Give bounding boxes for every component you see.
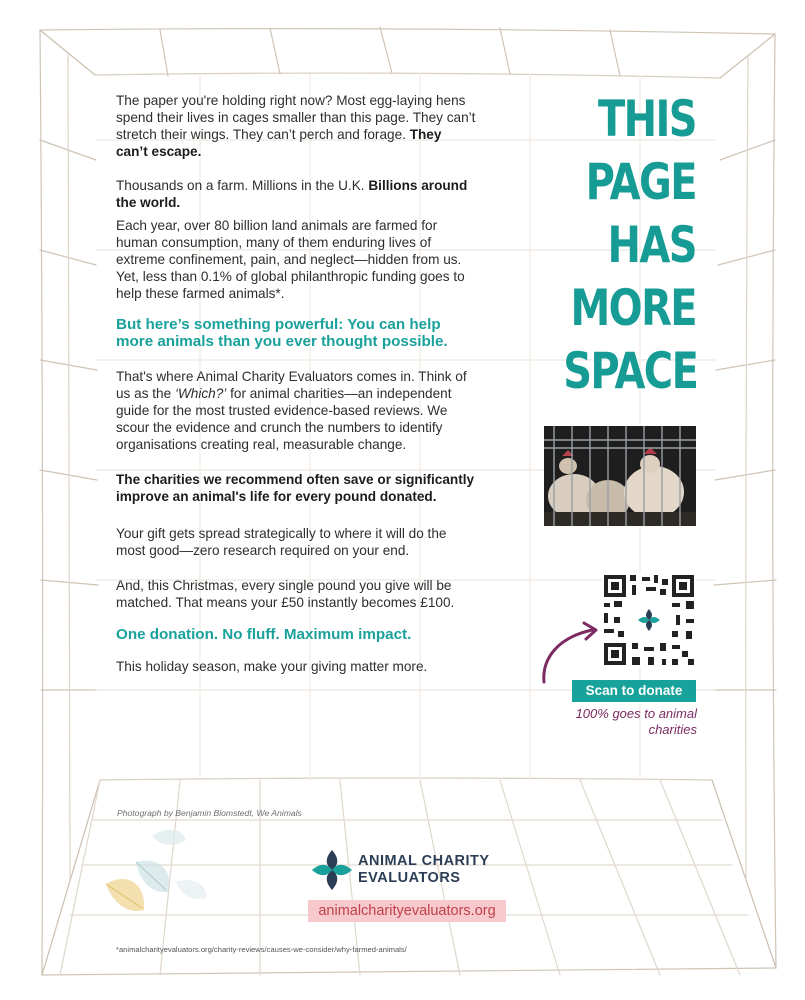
recommendation-paragraph: The charities we recommend often save or significantly improve an animal's life for every pound donated. xyxy=(116,472,475,504)
logo-line: EVALUATORS xyxy=(358,870,461,886)
scan-to-donate-label: Scan to donate xyxy=(572,680,696,702)
photo-credit: Photograph by Benjamin Blomstedt, We Animals xyxy=(117,808,302,818)
headline-line: THIS xyxy=(597,90,696,148)
logo-line: ANIMAL CHARITY xyxy=(358,853,490,869)
caged-hens-photo xyxy=(544,426,696,526)
headline xyxy=(563,88,696,403)
intro-paragraph: The paper you're holding right now? Most egg-laying hens spend their lives in cages smaller than this page. They can’t stretch their wings. They can’t perch and forage. They can’t escape. xyxy=(116,93,476,159)
headline-line: HAS xyxy=(607,216,696,274)
match-paragraph: And, this Christmas, every single pound you give will be matched. That means your £50 instantly becomes £100. xyxy=(116,578,455,610)
headline-line: SPACE xyxy=(563,342,698,400)
feathers-icon xyxy=(96,822,216,932)
headline-line: MORE xyxy=(570,279,696,337)
ace-logo-wordmark xyxy=(358,853,490,887)
headline-line: PAGE xyxy=(585,153,696,211)
closing-line: This holiday season, make your giving matter more. xyxy=(116,659,428,674)
scale-paragraph: Thousands on a farm. Millions in the U.K. Billions around the world. xyxy=(116,178,468,210)
gift-paragraph: Your gift gets spread strategically to where it will do the most good—zero research required on your end. xyxy=(116,526,447,558)
curved-arrow-icon xyxy=(536,620,606,686)
footnote: *animalcharityevaluators.org/charity-reviews/causes-we-consider/why-farmed-animals/ xyxy=(116,945,407,954)
tagline: One donation. No fluff. Maximum impact. xyxy=(116,626,412,643)
donate-qr-code[interactable] xyxy=(602,573,696,667)
highlight-heading: But here’s something powerful: You can help more animals than you ever thought possible. xyxy=(116,316,448,350)
statistics-paragraph: Each year, over 80 billion land animals are farmed for human consumption, many of them enduring lives of extreme confinement, pain, and neglect—hidden from us. Yet, less than 0.1% of global philanthropic funding goes to help these farmed animals*. xyxy=(116,218,465,301)
about-ace-paragraph: That's where Animal Charity Evaluators comes in. Think of us as the ‘Which?’ for animal charities—an independent guide for the most trusted evidence-based reviews. We scour the evidence and crunch the numbers to identify organisations creating real, measurable change. xyxy=(116,369,467,452)
donation-note: 100% goes to animal charities xyxy=(575,706,697,737)
website-link[interactable]: animalcharityevaluators.org xyxy=(308,900,506,922)
body-column xyxy=(116,92,476,675)
